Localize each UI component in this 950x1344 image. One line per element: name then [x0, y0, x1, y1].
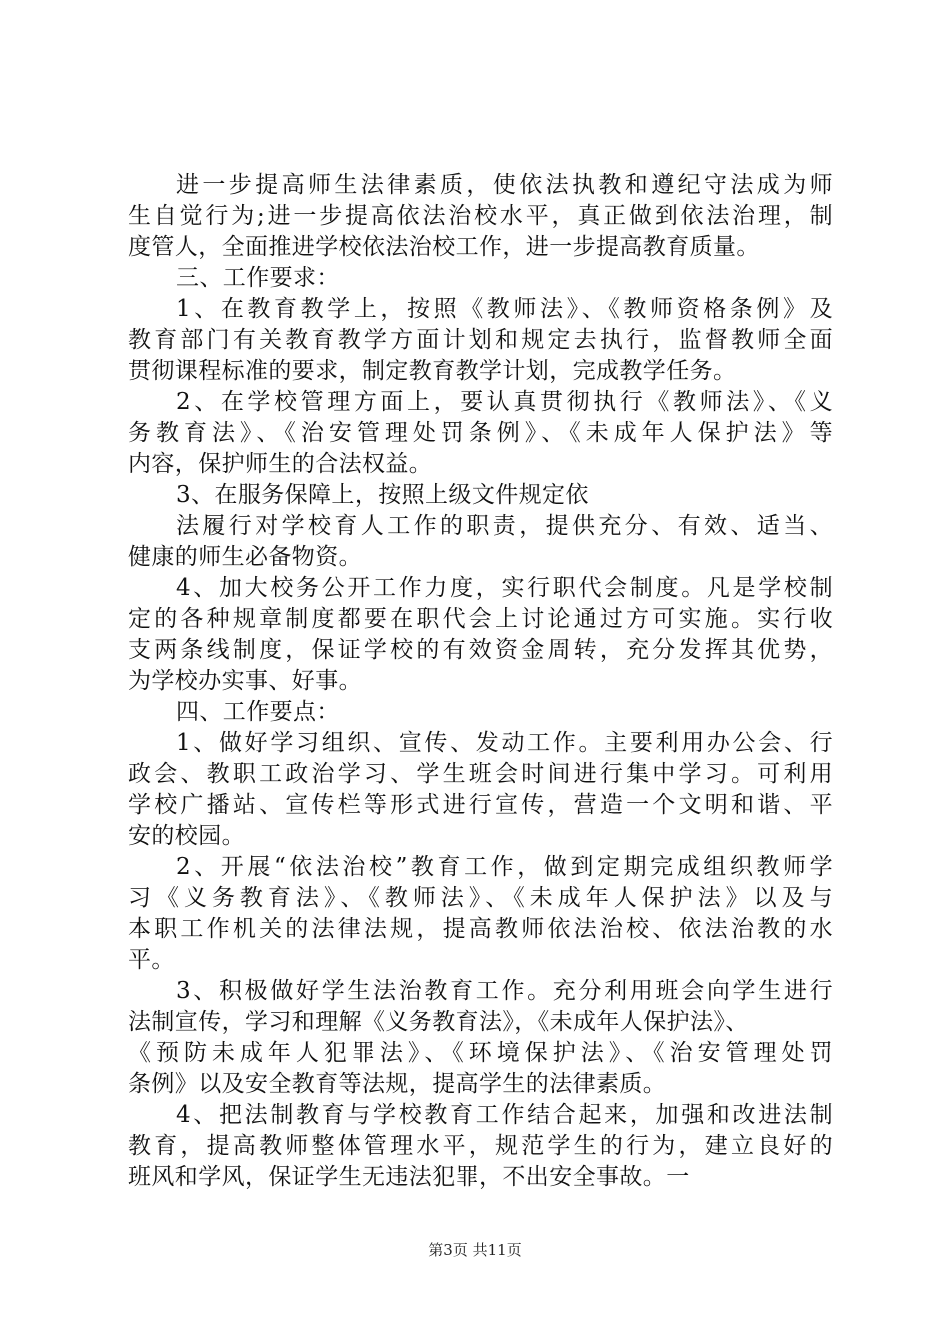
text-line: 支两条线制度，保证学校的有效资金周转，充分发挥其优势， [128, 637, 833, 663]
text-line: 本职工作机关的法律法规，提高教师依法治校、依法治教的水 [128, 916, 833, 942]
text-line: 3、积极做好学生法治教育工作。充分利用班会向学生进行 [176, 978, 833, 1004]
text-line: 《预防未成年人犯罪法》、《环境保护法》、《治安管理处罚 [128, 1040, 833, 1066]
text-line: 学校广播站、宣传栏等形式进行宣传，营造一个文明和谐、平 [128, 792, 833, 818]
text-line: 定的各种规章制度都要在职代会上讨论通过方可实施。实行收 [128, 606, 833, 632]
text-line: 内容，保护师生的合法权益。 [128, 451, 433, 477]
text-line: 贯彻课程标准的要求，制定教育教学计划，完成教学任务。 [128, 358, 737, 384]
text-line: 务教育法》、《治安管理处罚条例》、《未成年人保护法》等 [128, 420, 833, 446]
text-line: 政会、教职工政治学习、学生班会时间进行集中学习。可利用 [128, 761, 833, 787]
text-line: 生自觉行为;进一步提高依法治校水平，真正做到依法治理，制 [128, 203, 833, 229]
text-line: 为学校办实事、好事。 [128, 668, 362, 694]
text-line: 进一步提高师生法律素质，使依法执教和遵纪守法成为师 [176, 172, 833, 198]
text-line: 法履行对学校育人工作的职责，提供充分、有效、适当、 [176, 513, 833, 539]
text-line: 四、工作要点： [176, 699, 340, 725]
text-line: 条例》以及安全教育等法规，提高学生的法律素质。 [128, 1071, 667, 1097]
text-line: 平。 [128, 947, 175, 973]
text-line: 健康的师生必备物资。 [128, 544, 362, 570]
page-footer: 第3页 共11页 [428, 1241, 522, 1259]
text-line: 法制宣传，学习和理解《义务教育法》，《未成年人保护法》、 [128, 1009, 749, 1035]
text-line: 4、把法制教育与学校教育工作结合起来，加强和改进法制 [176, 1102, 833, 1128]
text-line: 安的校园。 [128, 823, 245, 849]
text-line: 1、做好学习组织、宣传、发动工作。主要利用办公会、行 [176, 730, 833, 756]
text-line: 2、在学校管理方面上，要认真贯彻执行《教师法》、《义 [176, 389, 833, 415]
text-line: 2、开展“依法治校”教育工作，做到定期完成组织教师学 [176, 854, 833, 880]
text-line: 教育部门有关教育教学方面计划和规定去执行，监督教师全面 [128, 327, 833, 353]
text-line: 3、在服务保障上，按照上级文件规定依 [176, 482, 589, 508]
text-line: 1、在教育教学上，按照《教师法》、《教师资格条例》及 [176, 296, 833, 322]
text-line: 教育，提高教师整体管理水平，规范学生的行为，建立良好的 [128, 1133, 833, 1159]
document-body [128, 170, 833, 1193]
text-line: 班风和学风，保证学生无违法犯罪，不出安全事故。一 [128, 1164, 690, 1190]
text-line: 三、工作要求： [176, 265, 340, 291]
text-line: 4、加大校务公开工作力度，实行职代会制度。凡是学校制 [176, 575, 833, 601]
text-line: 度管人，全面推进学校依法治校工作，进一步提高教育质量。 [128, 234, 760, 260]
text-line: 习《义务教育法》、《教师法》、《未成年人保护法》以及与 [128, 885, 833, 911]
